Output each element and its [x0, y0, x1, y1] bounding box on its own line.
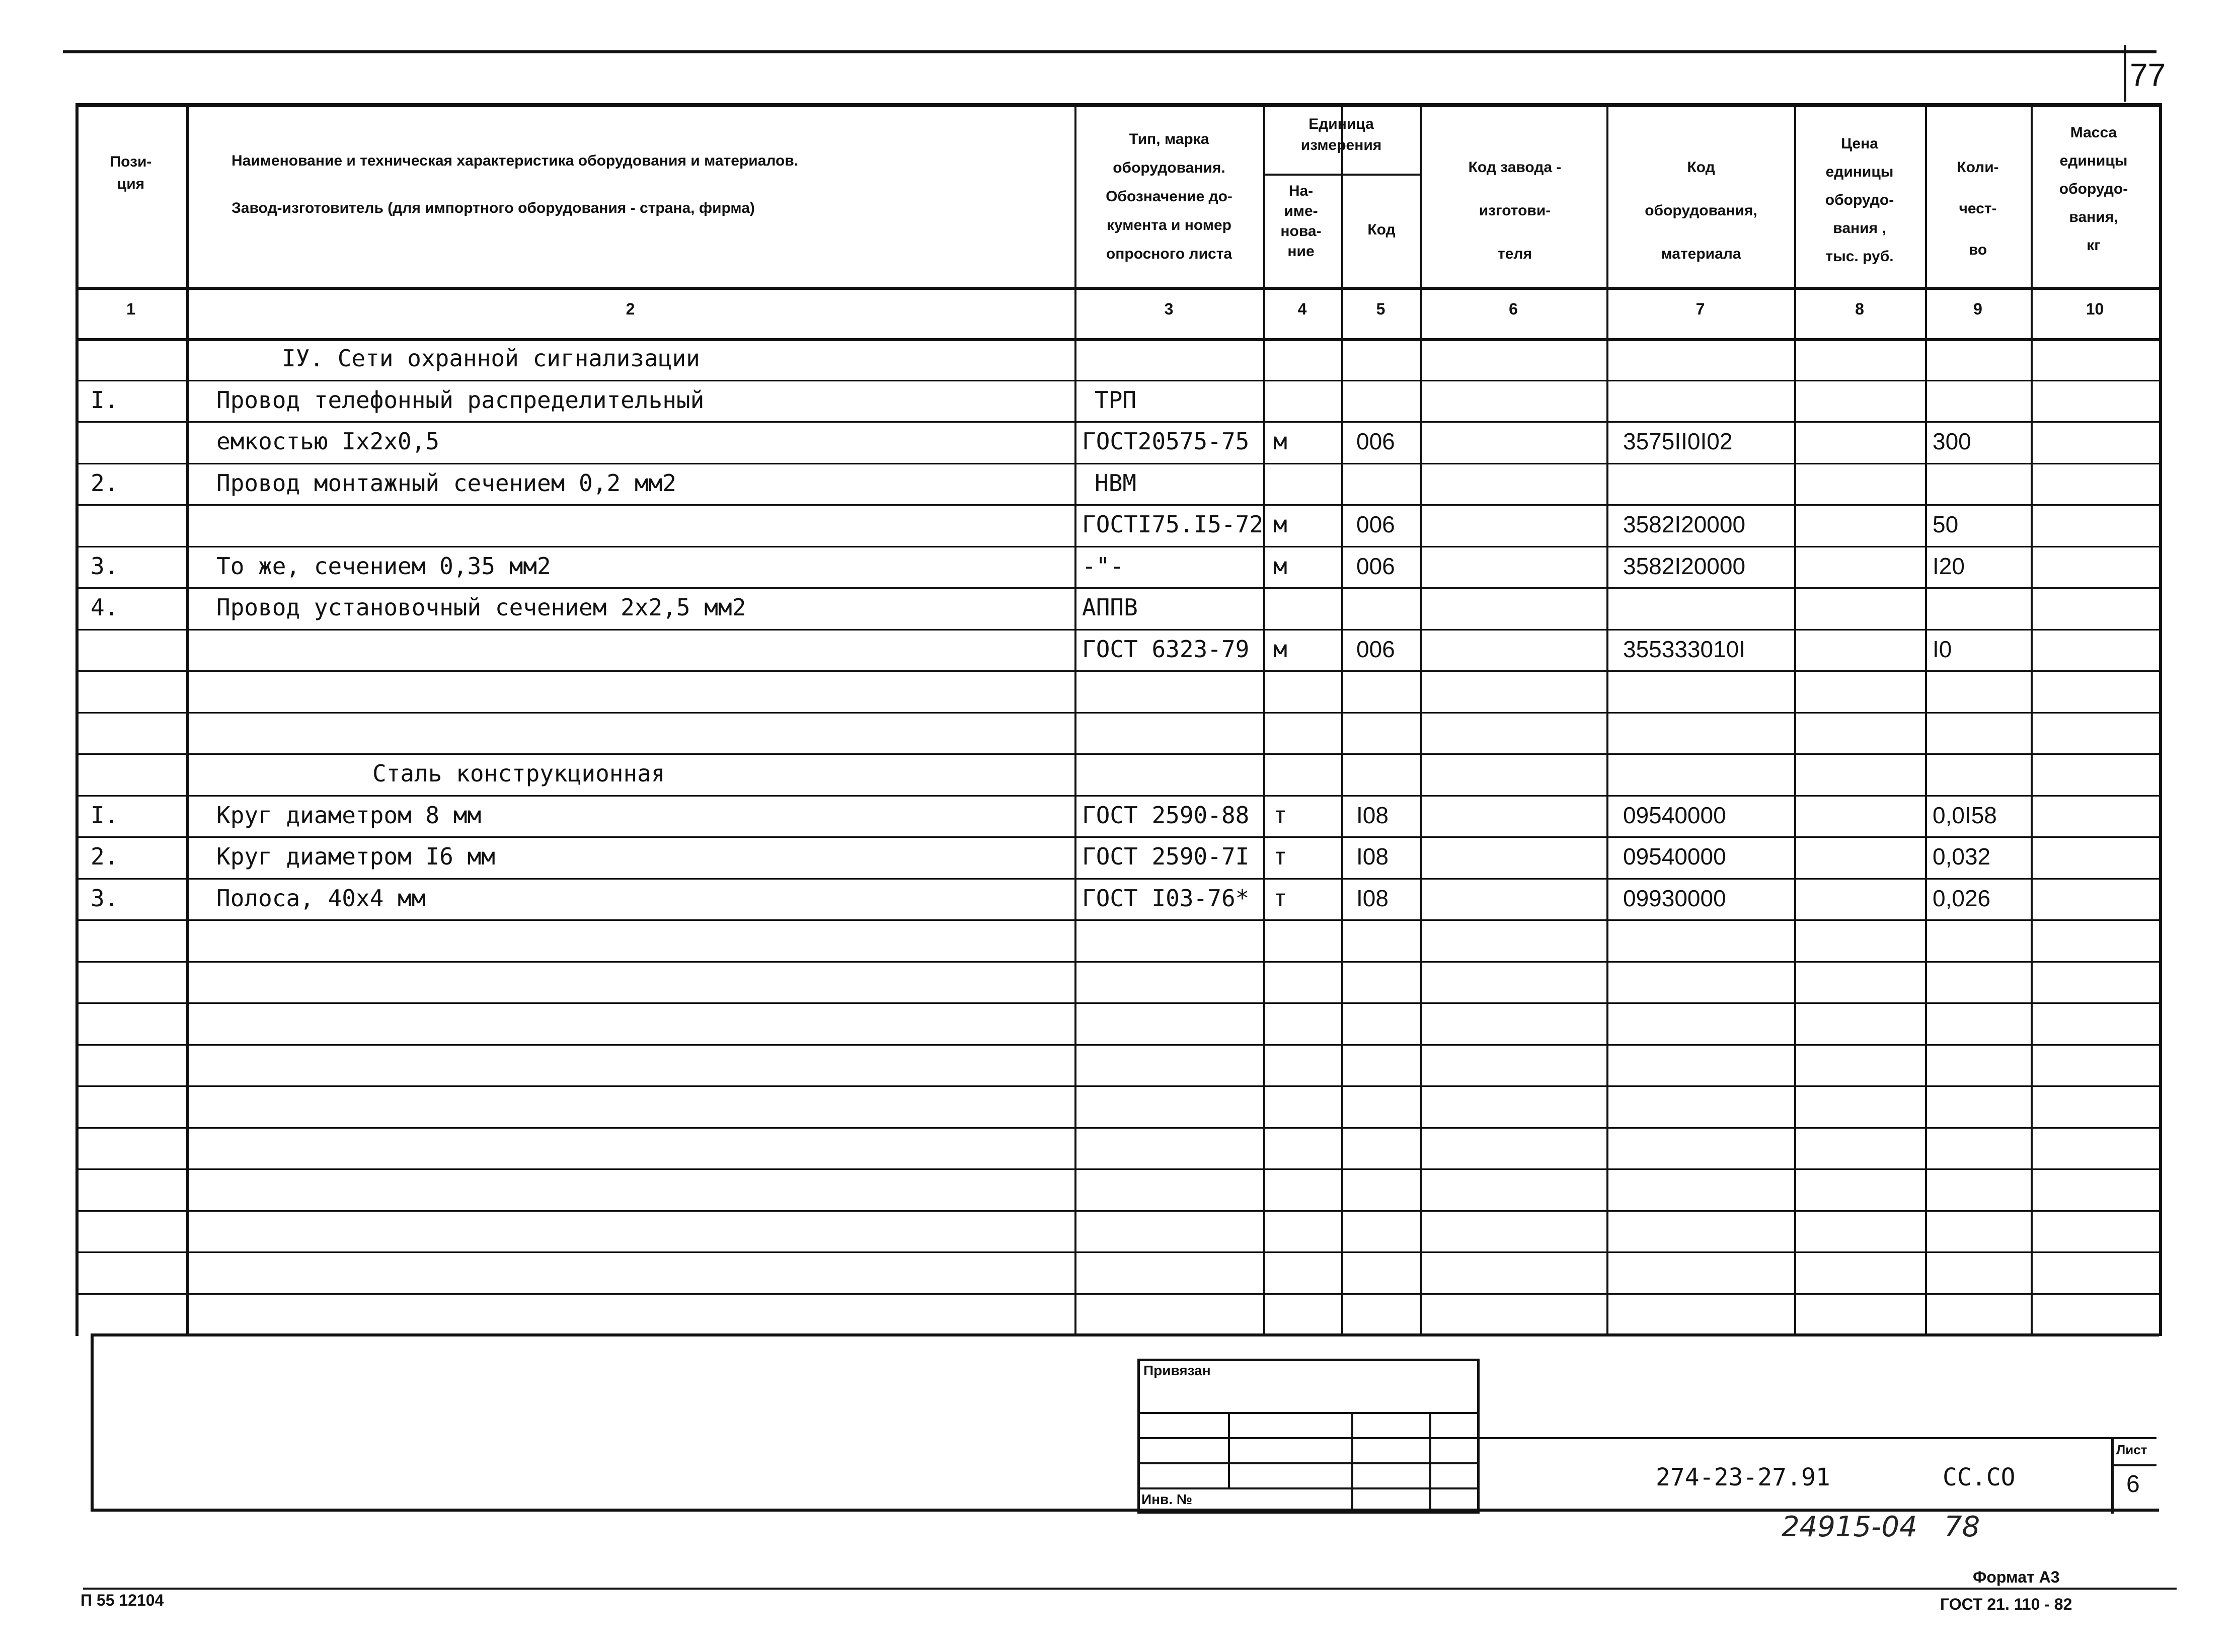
row-position: 3. [91, 552, 119, 580]
grid-line-v [75, 103, 79, 1336]
row-unit: м [1273, 552, 1287, 580]
grid-line-h [75, 1085, 2159, 1087]
grid-line-v [1074, 103, 1076, 1336]
row-unit: м [1273, 428, 1287, 455]
row-unit: т [1273, 884, 1287, 912]
column-number: 4 [1297, 300, 1307, 318]
stamp-vline [1429, 1412, 1431, 1513]
handwritten-number: 24915-04 78 [1782, 1511, 1980, 1543]
column-number: 2 [626, 300, 635, 318]
sheet-number: 6 [2126, 1471, 2140, 1498]
footer-left-code: П 55 12104 [81, 1591, 164, 1609]
row-name: IУ. Сети охранной сигнализации [282, 345, 700, 372]
grid-line-v [1263, 103, 1265, 1336]
header-material-code: Код оборудования, материала [1645, 159, 1757, 262]
row-type: НВМ [1095, 469, 1137, 497]
column-number: 3 [1164, 300, 1174, 318]
row-unit: т [1273, 843, 1287, 870]
grid-line-v [2159, 103, 2162, 1336]
header-name-line1: Наименование и техническая характеристика оборудования и материалов. [232, 152, 799, 169]
row-type: ГОСТ20575-75 [1082, 428, 1250, 455]
header-name-line2: Завод-изготовитель (для импортного оборудования - страна, фирма) [232, 200, 755, 216]
grid-line-h [75, 1127, 2159, 1129]
column-number: 7 [1695, 300, 1705, 318]
row-quantity: 50 [1933, 511, 1959, 537]
footer-format: Формат А3 [1973, 1568, 2060, 1586]
header-unit-name: На- име- нова- ние [1280, 183, 1322, 260]
doc-code: 274-23-27.91 [1656, 1463, 1830, 1491]
column-number: 8 [1855, 300, 1864, 318]
grid-line-h [75, 1293, 2159, 1295]
column-number: 5 [1376, 300, 1385, 318]
row-name: Провод монтажный сечением 0,2 мм2 [216, 469, 676, 497]
grid-line-v [1794, 103, 1796, 1336]
row-type: ГОСТ 2590-7I [1082, 843, 1250, 870]
grid-line-h [75, 961, 2159, 963]
row-name: Сталь конструкционная [372, 760, 665, 787]
row-type: ТРП [1095, 386, 1137, 414]
stamp-vline [1351, 1412, 1353, 1513]
row-unit-code: I08 [1356, 885, 1389, 911]
grid-line-h [75, 1002, 2159, 1004]
stamp-box [1137, 1359, 1480, 1514]
header-factory-code: Код завода - изготови- теля [1468, 159, 1562, 262]
row-unit-code: 006 [1356, 553, 1395, 579]
grid-line-h [75, 670, 2159, 672]
row-material-code: 09930000 [1623, 885, 1726, 911]
row-type: ГОСТ 6323-79 [1082, 635, 1250, 663]
row-quantity: 0,026 [1933, 885, 1991, 911]
row-unit-code: I08 [1356, 802, 1389, 828]
row-name: Провод установочный сечением 2х2,5 мм2 [216, 594, 746, 621]
row-quantity: I0 [1933, 636, 1952, 662]
row-type: ГОСТ I03-76* [1082, 884, 1250, 912]
row-unit-code: 006 [1356, 636, 1395, 662]
stamp-line [1137, 1487, 1480, 1489]
page-number-box-left [2124, 45, 2126, 102]
row-unit-code: I08 [1356, 843, 1389, 870]
grid-line-v [1341, 103, 1343, 1336]
column-number: 9 [1973, 300, 1982, 318]
row-position: I. [91, 386, 119, 414]
column-number: 10 [2086, 300, 2104, 318]
stamp-line [1137, 1412, 1480, 1414]
row-material-code: 355333010I [1623, 636, 1746, 662]
header-unit-code: Код [1367, 221, 1396, 238]
row-type: АППВ [1082, 594, 1138, 621]
grid-line-h [75, 712, 2159, 714]
sheet-label: Лист [2116, 1442, 2147, 1457]
row-name: Круг диаметром I6 мм [216, 843, 495, 870]
grid-line-h [75, 1044, 2159, 1046]
stamp-line [1137, 1437, 1480, 1439]
column-number: 6 [1509, 300, 1518, 318]
row-position: 4. [91, 594, 119, 621]
row-unit-code: 006 [1356, 511, 1395, 537]
stamp-line [1137, 1462, 1480, 1464]
row-name: Круг диаметром 8 мм [216, 801, 482, 829]
grid-line-h [75, 287, 2159, 290]
title-block-top [1480, 1437, 2156, 1439]
header-position: Пози- ция [110, 153, 152, 192]
sheet-box-left [2111, 1437, 2114, 1514]
grid-line-h [75, 1168, 2159, 1170]
row-unit: м [1273, 635, 1287, 663]
header-price: Цена единицы оборудо- вания , тыс. руб. [1825, 135, 1894, 265]
header-mass: Масса единицы оборудо- вания, кг [2059, 124, 2128, 254]
row-unit-code: 006 [1356, 428, 1395, 454]
row-quantity: I20 [1933, 553, 1965, 579]
grid-line-v [91, 1333, 94, 1510]
doc-mark: СС.СО [1943, 1463, 2016, 1491]
grid-line-h [75, 1251, 2159, 1253]
row-name: Провод телефонный распределительный [216, 386, 705, 414]
row-position: 2. [91, 469, 119, 497]
row-unit: т [1273, 801, 1287, 829]
row-type: ГОСТ 2590-88 [1082, 801, 1250, 829]
grid-line-h [91, 1333, 2159, 1336]
row-quantity: 0,032 [1933, 843, 1991, 870]
stamp-vline [1228, 1412, 1230, 1487]
row-type: -"- [1082, 552, 1124, 580]
row-material-code: 3575II0I02 [1623, 428, 1733, 454]
row-quantity: 0,0I58 [1933, 802, 1997, 828]
row-position: I. [91, 801, 119, 829]
row-name: емкостью Iх2х0,5 [216, 428, 440, 455]
sheet-box-divider [2111, 1464, 2156, 1466]
grid-line-v [1420, 103, 1422, 1336]
row-name: Полоса, 40х4 мм [216, 884, 426, 912]
header-type: Тип, марка оборудования. Обозначение до- кумента и номер опросного листа [1106, 131, 1232, 262]
stamp-privyazan: Привязан [1143, 1363, 1211, 1378]
header-quantity: Коли- чест- во [1957, 159, 1999, 258]
row-name: То же, сечением 0,35 мм2 [216, 552, 551, 580]
grid-line-v [2031, 103, 2033, 1336]
grid-line-h [75, 103, 2159, 107]
row-position: 2. [91, 843, 119, 870]
grid-line-v [1606, 103, 1608, 1336]
row-material-code: 3582I20000 [1623, 511, 1746, 537]
row-material-code: 09540000 [1623, 843, 1726, 870]
row-material-code: 3582I20000 [1623, 553, 1746, 579]
row-unit: м [1273, 511, 1287, 538]
page-number: 77 [2130, 57, 2166, 93]
row-quantity: 300 [1933, 428, 1971, 454]
row-type: ГОСТI75.I5-72 [1082, 511, 1264, 538]
row-material-code: 09540000 [1623, 802, 1726, 828]
row-position: 3. [91, 884, 119, 912]
stamp-inv-no: Инв. № [1141, 1491, 1193, 1507]
column-number: 1 [126, 300, 135, 318]
grid-line-v [1925, 103, 1927, 1336]
header-unit-group: Единица измерения [1300, 116, 1382, 153]
footer-gost: ГОСТ 21. 110 - 82 [1940, 1595, 2072, 1613]
footer-rule [83, 1588, 2177, 1590]
top-rule [63, 50, 2156, 53]
grid-line-v [186, 103, 189, 1336]
grid-line-h [75, 1210, 2159, 1212]
grid-line-h [75, 919, 2159, 921]
